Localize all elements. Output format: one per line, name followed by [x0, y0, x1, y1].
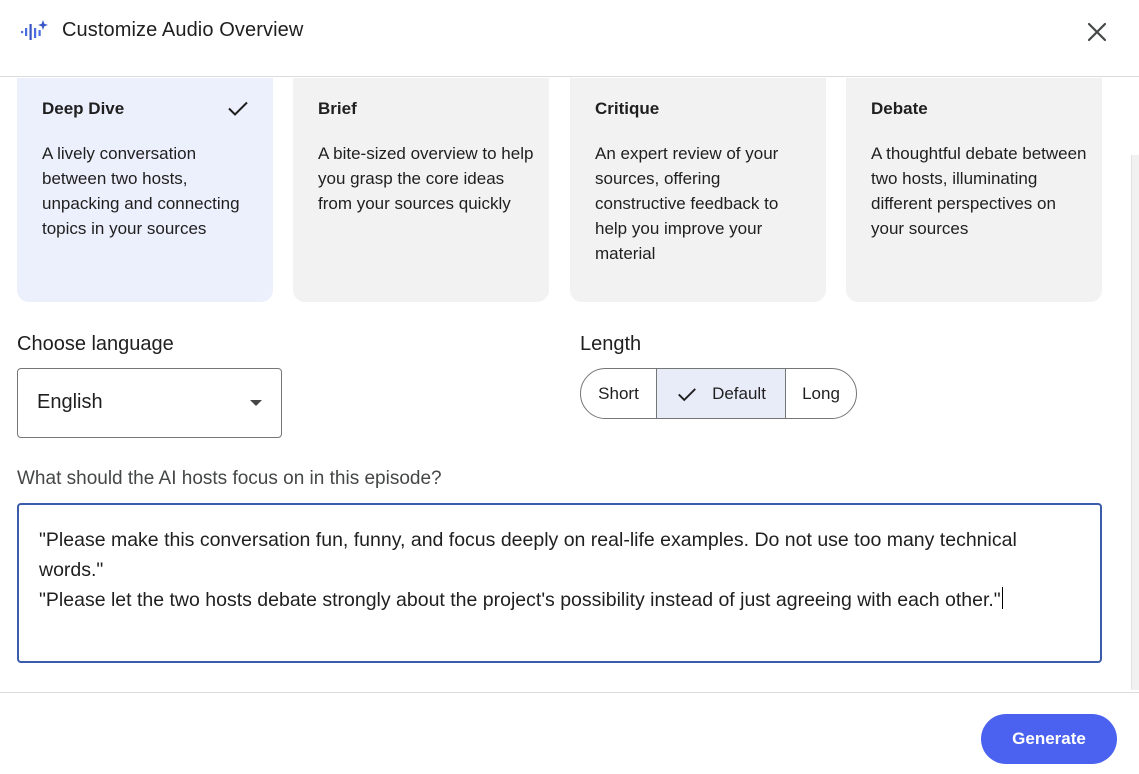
length-option-long[interactable] [786, 369, 856, 418]
dialog-title: Customize Audio Overview [62, 19, 304, 41]
format-card-description: An expert review of your sources, offering constructive feedback to help you improve your material [595, 144, 779, 263]
format-card-deep-dive[interactable] [17, 78, 273, 302]
language-select[interactable] [17, 368, 282, 438]
format-card-description: A lively conversation between two hosts, unpacking and connecting topics in your sources [42, 144, 240, 238]
length-option-default[interactable] [657, 369, 786, 418]
generate-button[interactable]: Generate [981, 714, 1117, 764]
close-icon[interactable] [1083, 18, 1111, 46]
length-option-label: Long [802, 383, 840, 403]
length-label: Length [580, 333, 642, 355]
focus-textarea[interactable] [17, 503, 1102, 663]
dialog-header [0, 0, 1139, 77]
length-option-short[interactable] [581, 369, 657, 418]
scrollbar[interactable] [1131, 155, 1139, 690]
format-card-critique[interactable] [570, 78, 826, 302]
length-option-label: Default [712, 383, 766, 403]
check-icon [226, 96, 250, 120]
focus-prompt-label: What should the AI hosts focus on in this episode? [17, 468, 442, 489]
format-card-debate[interactable] [846, 78, 1102, 302]
focus-text: "Please make this conversation fun, funny, and focus deeply on real-life examples. Do not use too many technical words." "Please let the two hosts debate strongly about the project's possibility instead of just agreeing with each other." [39, 529, 1017, 611]
audio-sparkle-icon [21, 20, 49, 44]
format-card-title: Deep Dive [42, 99, 125, 118]
length-option-label: Short [598, 383, 639, 403]
length-segmented-control [580, 368, 857, 419]
format-card-description: A thoughtful debate between two hosts, illuminating different perspectives on your sources [871, 144, 1087, 238]
footer-divider [0, 692, 1139, 693]
format-card-title: Debate [871, 99, 928, 118]
format-card-brief[interactable] [293, 78, 549, 302]
format-card-title: Critique [595, 99, 660, 118]
dropdown-arrow-icon [250, 400, 262, 406]
check-icon [676, 383, 698, 405]
format-card-description: A bite-sized overview to help you grasp the core ideas from your sources quickly [318, 144, 534, 213]
language-value: English [37, 391, 103, 413]
text-cursor [1002, 587, 1003, 609]
language-label: Choose language [17, 333, 174, 355]
format-card-title: Brief [318, 99, 357, 118]
